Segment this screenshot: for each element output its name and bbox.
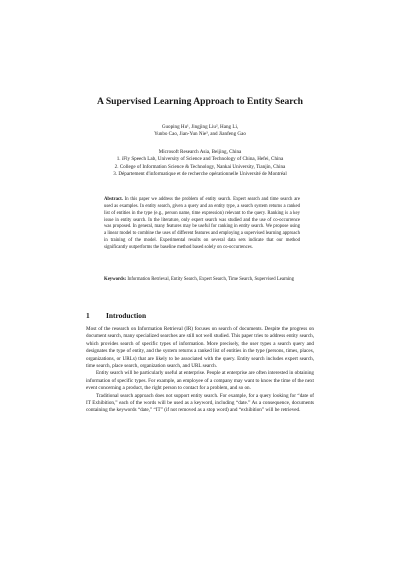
affiliation-list <box>40 149 360 179</box>
section-number: 1 <box>86 311 90 320</box>
affiliation-line: 1. iFly Speech Lab, University of Science and Technology of China, Hefei, China <box>116 156 284 163</box>
keywords-label: Keywords: <box>104 277 127 282</box>
affiliation-line: 2. College of Information Science & Technology, Nankai University, Tianjin, China <box>114 163 286 170</box>
abstract-label: Abstract. <box>104 197 123 202</box>
keywords <box>104 277 300 284</box>
affiliation-line: 3. Département d'informatique et de recherche opérationnelle Université de Montréal <box>113 171 287 178</box>
abstract-text: In this paper we address the problem of entity search. Expert search and time search are used as examples. In entity search, given a query and an entity type, a search system returns a ranked list of entities in the type (e.g., person name, time expression) relevant to the query. Ranking is a key issue in entity search. In the literature, only expert search was studied and the use of co-occurrence was proposed. In general, many features may be useful for ranking in entity search. We propose using a linear model to combine the uses of different features and employing a supervised learning approach in training of the model. Experimental results on several data sets indicate that our method significantly outperforms the baseline method based solely on co-occurrences. <box>104 197 300 250</box>
affiliation-line: Microsoft Research Asia, Beijing, China <box>158 149 242 155</box>
paper-title: A Supervised Learning Approach to Entity Search <box>97 96 303 107</box>
author-list <box>40 124 360 139</box>
section-heading <box>86 311 146 320</box>
author-line: Yunbo Cao, Jian-Yun Nie³, and Jianfeng Gao <box>154 131 246 138</box>
keywords-text: Information Retrieval, Entity Search, Expert Search, Time Search, Supervised Learning <box>127 277 294 282</box>
paragraph: Most of the research on Information Retrieval (IR) focuses on search of documents. Despite the progress on document search, many specialized searches are still not well studied. This paper tries to address entity search, which provides search of specific types of information. More precisely, the user types a search query and designates the type of entity, and the system returns a ranked list of entities in the type (persons, times, places, organizations, or URLs) that are likely to be associated with the query. Entity search includes expert search, time search, place search, organization search, and URL search. <box>86 326 314 370</box>
section-title: Introduction <box>106 311 147 320</box>
body-text <box>86 326 314 415</box>
paragraph: Traditional search approach does not support entity search. For example, for a query looking for “date of IT Exhibition,” each of the words will be used as a keyword, including “date.” As a consequence, documents containing the keywords “date,” “IT” (if not removed as a stop word) and “exhibition” will be retrieved. <box>86 392 314 414</box>
abstract <box>104 197 300 252</box>
author-line: Guoping Hu¹, Jingjing Liu², Hang Li, <box>161 124 239 130</box>
paragraph: Entity search will be particularly useful at enterprise. People at enterprise are often interested in obtaining information of specific types. For example, an employee of a company may want to know the time of the next event concerning a product, the right person to contact for a problem, and so on. <box>86 370 314 392</box>
